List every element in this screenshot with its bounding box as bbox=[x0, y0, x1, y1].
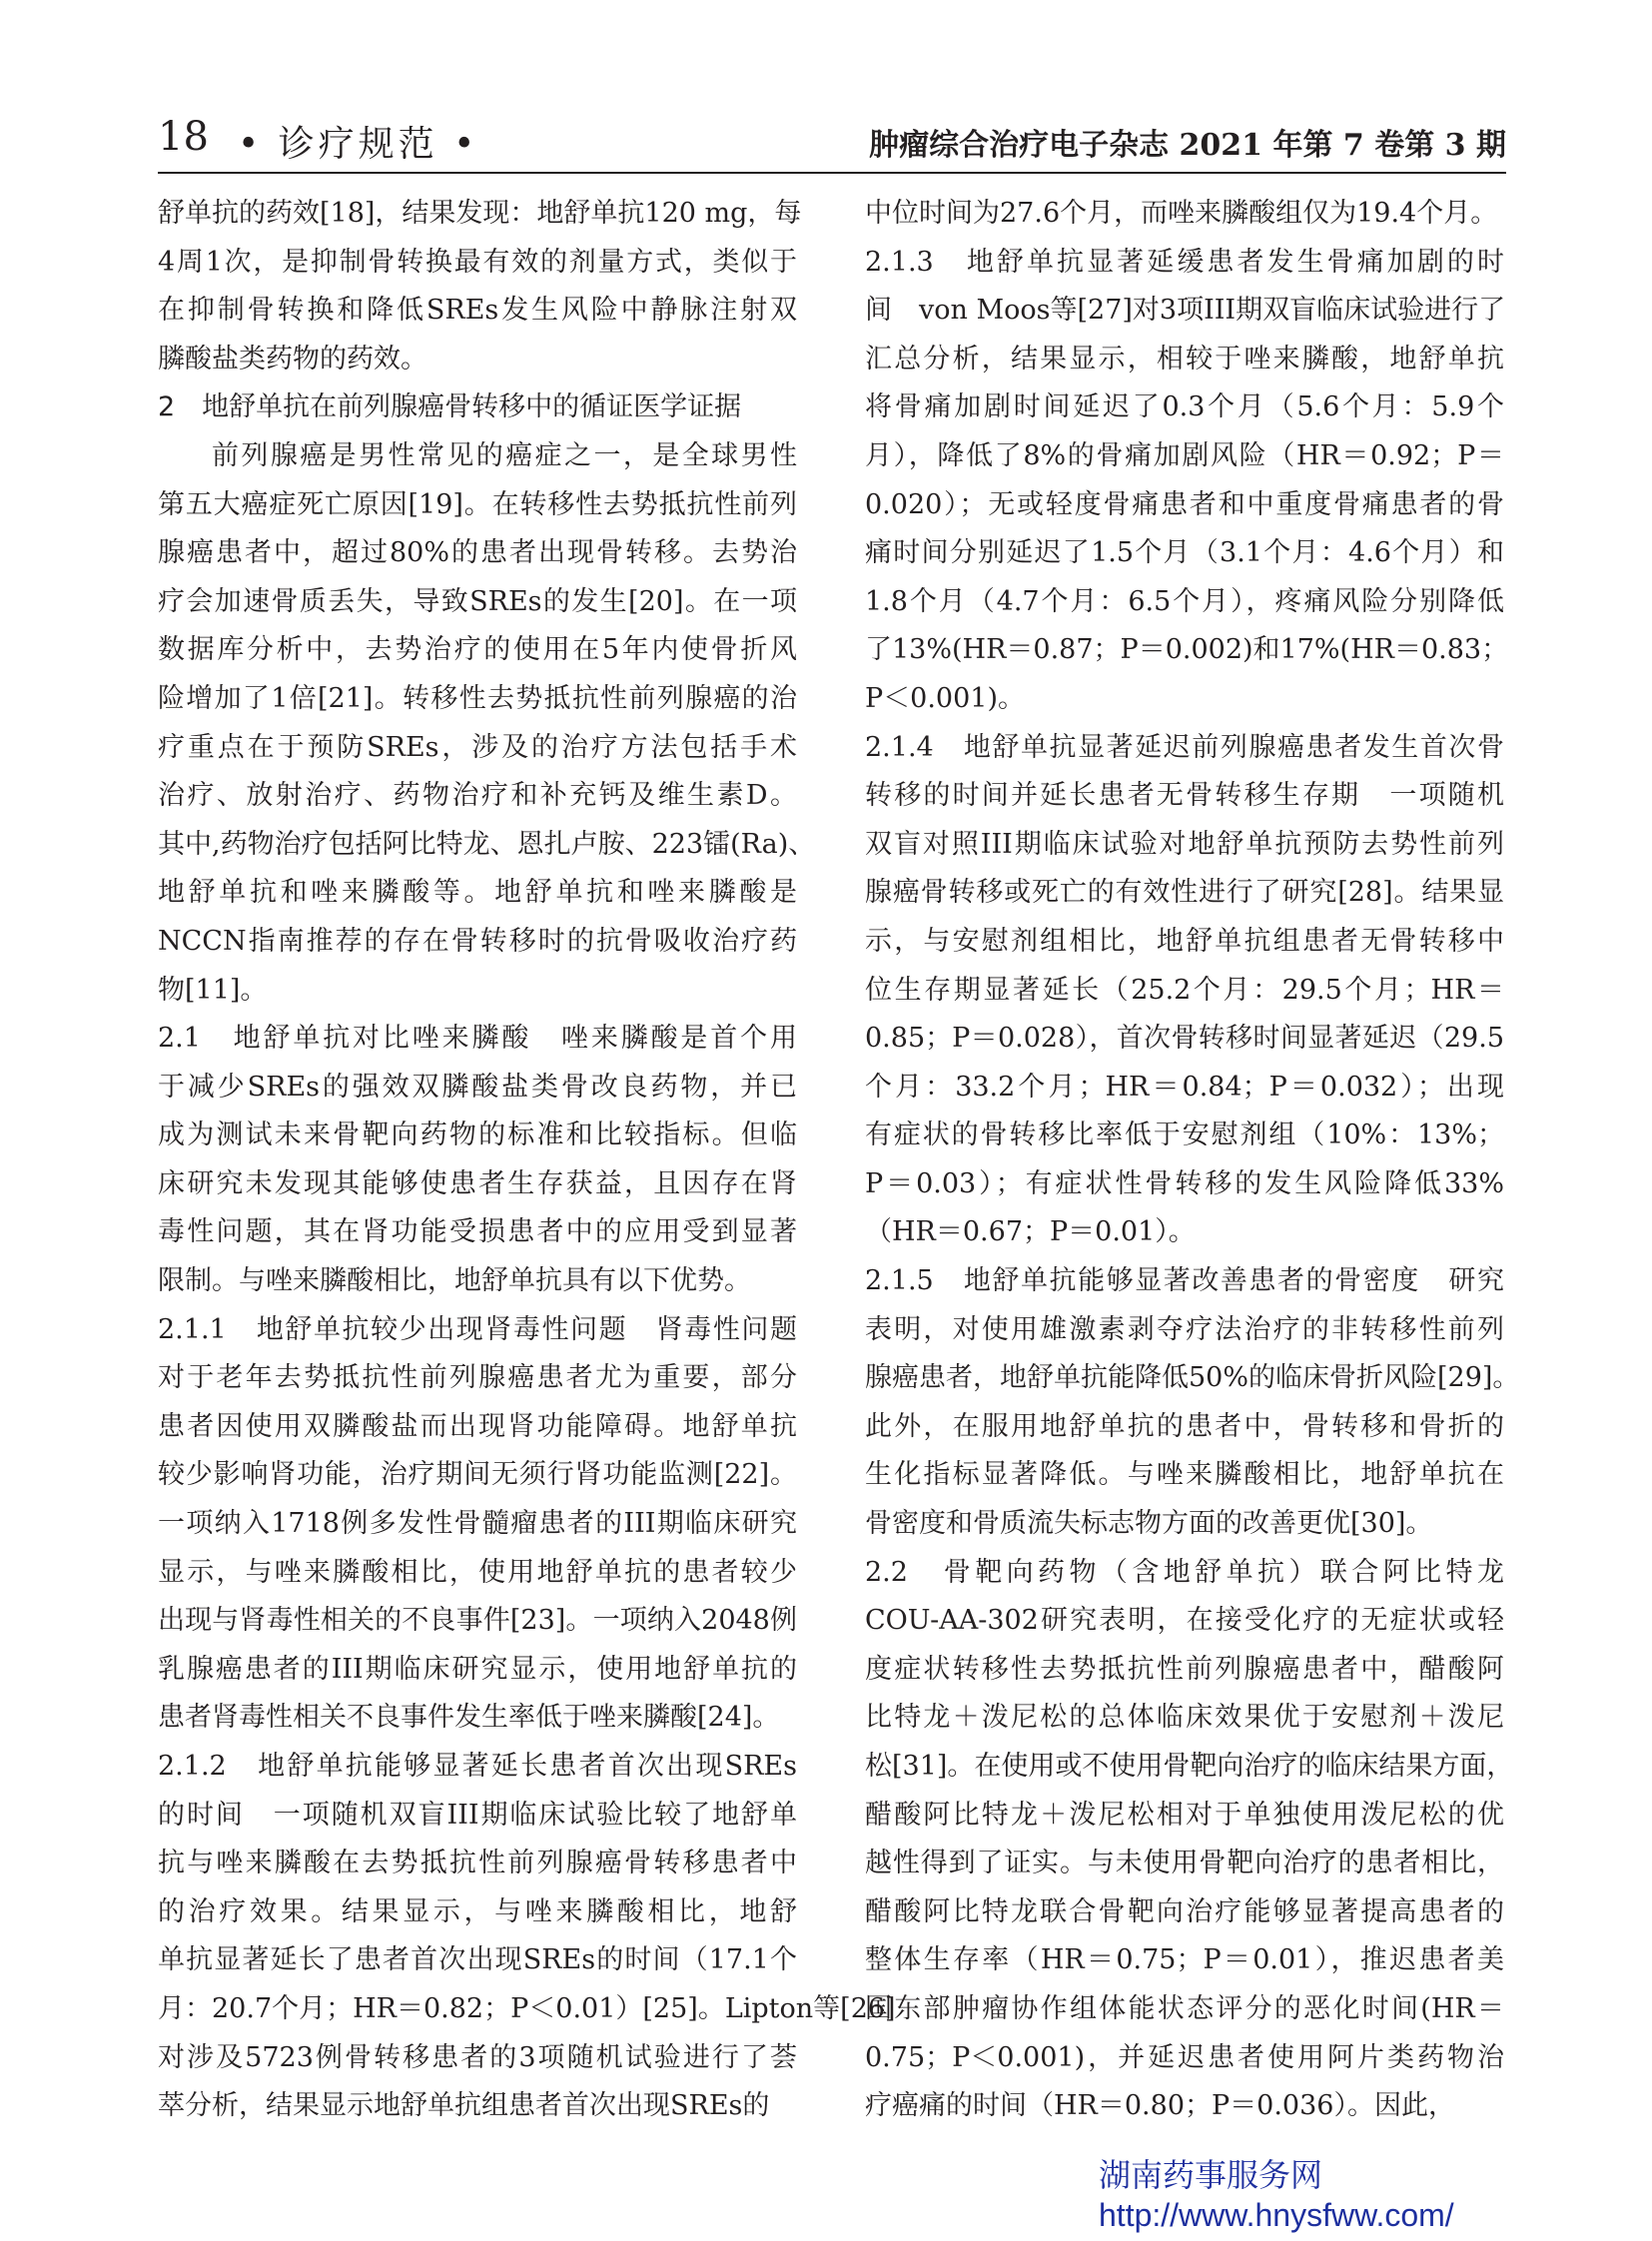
text-line: 痛时间分别延迟了1.5个月（3.1个月：4.6个月）和 bbox=[865, 537, 1504, 569]
text-line: 2 地舒单抗在前列腺癌骨转移中的循证医学证据 bbox=[158, 391, 742, 423]
text-line: 在抑制骨转换和降低SREs发生风险中静脉注射双 bbox=[158, 295, 797, 327]
text-line: 险增加了1倍[21]。转移性去势抵抗性前列腺癌的治 bbox=[158, 682, 797, 714]
text-line: 第五大癌症死亡原因[19]。在转移性去势抵抗性前列 bbox=[158, 488, 797, 520]
text-line: 个月：33.2个月；HR＝0.84；P＝0.032）；出现 bbox=[865, 1071, 1504, 1103]
text-line: 整体生存率（HR＝0.75；P＝0.01），推迟患者美 bbox=[865, 1944, 1504, 1976]
text-line: 患者因使用双膦酸盐而出现肾功能障碍。地舒单抗 bbox=[158, 1410, 797, 1442]
left-column bbox=[158, 190, 896, 2131]
text-line: 2.2 骨靶向药物（含地舒单抗）联合阿比特龙 bbox=[865, 1556, 1504, 1588]
watermark bbox=[1099, 2155, 1538, 2235]
text-line: 越性得到了证实。与未使用骨靶向治疗的患者相比， bbox=[865, 1848, 1504, 1879]
text-line: 对涉及5723例骨转移患者的3项随机试验进行了荟 bbox=[158, 2041, 797, 2073]
text-line: 0.020）；无或轻度骨痛患者和中重度骨痛患者的骨 bbox=[865, 488, 1504, 520]
text-line: 萃分析，结果显示地舒单抗组患者首次出现SREs的 bbox=[158, 2090, 770, 2122]
text-line: 舒单抗的药效[18]，结果发现：地舒单抗120 mg，每 bbox=[158, 198, 802, 229]
header-rule bbox=[158, 172, 1506, 174]
journal-title: 肿瘤综合治疗电子杂志 2021 年第 7 卷第 3 期 bbox=[869, 128, 1506, 163]
text-line: 的治疗效果。结果显示，与唑来膦酸相比，地舒 bbox=[158, 1895, 797, 1927]
text-line: 患者肾毒性相关不良事件发生率低于唑来膦酸[24]。 bbox=[158, 1702, 780, 1734]
text-line: 单抗显著延长了患者首次出现SREs的时间（17.1个 bbox=[158, 1944, 797, 1976]
text-line: 2.1 地舒单抗对比唑来膦酸 唑来膦酸是首个用 bbox=[158, 1023, 797, 1055]
text-line: 物[11]。 bbox=[158, 974, 268, 1006]
text-line: 醋酸阿比特龙＋泼尼松相对于单独使用泼尼松的优 bbox=[865, 1799, 1504, 1831]
text-line: 治疗、放射治疗、药物治疗和补充钙及维生素D。 bbox=[158, 780, 797, 812]
text-line: 膦酸盐类药物的药效。 bbox=[158, 343, 427, 374]
page-header bbox=[158, 112, 1506, 168]
text-line: 位生存期显著延长（25.2个月：29.5个月；HR＝ bbox=[865, 974, 1504, 1006]
text-line: 疗会加速骨质丢失，导致SREs的发生[20]。在一项 bbox=[158, 585, 797, 617]
text-line: 2.1.5 地舒单抗能够显著改善患者的骨密度 研究 bbox=[865, 1265, 1504, 1297]
text-line: COU-AA-302研究表明，在接受化疗的无症状或轻 bbox=[865, 1605, 1504, 1637]
text-line: 转移的时间并延长患者无骨转移生存期 一项随机 bbox=[865, 780, 1504, 812]
text-line: 此外，在服用地舒单抗的患者中，骨转移和骨折的 bbox=[865, 1410, 1504, 1442]
watermark-url[interactable]: http://www.hnysfww.com/ bbox=[1099, 2197, 1454, 2233]
text-line: 2.1.3 地舒单抗显著延缓患者发生骨痛加剧的时 bbox=[865, 246, 1504, 278]
text-line: 于减少SREs的强效双膦酸盐类骨改良药物，并已 bbox=[158, 1071, 797, 1103]
text-line: 2.1.2 地舒单抗能够显著延长患者首次出现SREs bbox=[158, 1751, 797, 1782]
text-line: 较少影响肾功能，治疗期间无须行肾功能监测[22]。 bbox=[158, 1459, 797, 1491]
text-line: 毒性问题，其在肾功能受损患者中的应用受到显著 bbox=[158, 1216, 797, 1248]
text-line: 月），降低了8%的骨痛加剧风险（HR＝0.92；P＝ bbox=[865, 439, 1504, 471]
text-line: 疗重点在于预防SREs，涉及的治疗方法包括手术 bbox=[158, 731, 797, 763]
text-line: 数据库分析中，去势治疗的使用在5年内使骨折风 bbox=[158, 634, 797, 666]
text-line: 1.8个月（4.7个月：6.5个月），疼痛风险分别降低 bbox=[865, 585, 1504, 617]
text-line: P＜0.001)。 bbox=[865, 682, 1025, 714]
text-line: 限制。与唑来膦酸相比，地舒单抗具有以下优势。 bbox=[158, 1265, 751, 1297]
text-line: 了13%(HR＝0.87；P＝0.002)和17%(HR＝0.83； bbox=[865, 634, 1509, 666]
text-line: 醋酸阿比特龙联合骨靶向治疗能够显著提高患者的 bbox=[865, 1895, 1504, 1927]
text-line: 对于老年去势抵抗性前列腺癌患者尤为重要，部分 bbox=[158, 1362, 797, 1394]
text-line: 0.85；P＝0.028），首次骨转移时间显著延迟（29.5 bbox=[865, 1023, 1504, 1055]
text-line: 疗癌痛的时间（HR＝0.80；P＝0.036）。因此， bbox=[865, 2090, 1455, 2122]
text-line: 的时间 一项随机双盲III期临床试验比较了地舒单 bbox=[158, 1799, 797, 1831]
text-line: 显示，与唑来膦酸相比，使用地舒单抗的患者较少 bbox=[158, 1556, 797, 1588]
text-line: 度症状转移性去势抵抗性前列腺癌患者中，醋酸阿 bbox=[865, 1653, 1504, 1685]
text-line: 示，与安慰剂组相比，地舒单抗组患者无骨转移中 bbox=[865, 925, 1504, 957]
text-line: 出现与肾毒性相关的不良事件[23]。一项纳入2048例 bbox=[158, 1605, 797, 1637]
text-line: P＝0.03）；有症状性骨转移的发生风险降低33% bbox=[865, 1167, 1504, 1199]
text-line: 2.1.4 地舒单抗显著延迟前列腺癌患者发生首次骨 bbox=[865, 731, 1504, 763]
text-line: 表明，对使用雄激素剥夺疗法治疗的非转移性前列 bbox=[865, 1313, 1504, 1345]
text-line: 国东部肿瘤协作组体能状态评分的恶化时间(HR＝ bbox=[865, 1992, 1504, 2024]
text-line: 生化指标显著降低。与唑来膦酸相比，地舒单抗在 bbox=[865, 1459, 1504, 1491]
watermark-name: 湖南药事服务网 bbox=[1099, 2156, 1323, 2194]
text-line: 月：20.7个月；HR＝0.82；P＜0.01）[25]。Lipton等[26] bbox=[158, 1992, 896, 2024]
text-line: 一项纳入1718例多发性骨髓瘤患者的III期临床研究 bbox=[158, 1508, 797, 1540]
text-line: 4周1次，是抑制骨转换最有效的剂量方式，类似于 bbox=[158, 246, 797, 278]
text-line: 比特龙＋泼尼松的总体临床效果优于安慰剂＋泼尼 bbox=[865, 1702, 1504, 1734]
text-line: 有症状的骨转移比率低于安慰剂组（10%：13%； bbox=[865, 1120, 1504, 1151]
text-line: 骨密度和骨质流失标志物方面的改善更优[30]。 bbox=[865, 1508, 1433, 1540]
text-line: 前列腺癌是男性常见的癌症之一，是全球男性 bbox=[212, 439, 797, 471]
text-line: 松[31]。在使用或不使用骨靶向治疗的临床结果方面， bbox=[865, 1751, 1514, 1782]
text-line: 2.1.1 地舒单抗较少出现肾毒性问题 肾毒性问题 bbox=[158, 1313, 797, 1345]
text-line: （HR＝0.67；P＝0.01）。 bbox=[865, 1216, 1196, 1248]
text-line: 汇总分析，结果显示，相较于唑来膦酸，地舒单抗 bbox=[865, 343, 1504, 374]
text-line: 成为测试未来骨靶向药物的标准和比较指标。但临 bbox=[158, 1120, 797, 1151]
text-line: 0.75；P＜0.001)，并延迟患者使用阿片类药物治 bbox=[865, 2041, 1504, 2073]
text-line: 乳腺癌患者的III期临床研究显示，使用地舒单抗的 bbox=[158, 1653, 797, 1685]
text-line: NCCN指南推荐的存在骨转移时的抗骨吸收治疗药 bbox=[158, 925, 797, 957]
text-line: 将骨痛加剧时间延迟了0.3个月（5.6个月：5.9个 bbox=[865, 391, 1504, 423]
text-line: 腺癌患者中，超过80%的患者出现骨转移。去势治 bbox=[158, 537, 797, 569]
section-label: • 诊疗规范 • bbox=[238, 124, 479, 165]
text-line: 其中,药物治疗包括阿比特龙、恩扎卢胺、223镭(Ra)、 bbox=[158, 828, 816, 860]
text-line: 抗与唑来膦酸在去势抵抗性前列腺癌骨转移患者中 bbox=[158, 1848, 797, 1879]
text-line: 双盲对照III期临床试验对地舒单抗预防去势性前列 bbox=[865, 828, 1504, 860]
text-line: 地舒单抗和唑来膦酸等。地舒单抗和唑来膦酸是 bbox=[158, 877, 797, 909]
text-line: 腺癌骨转移或死亡的有效性进行了研究[28]。结果显 bbox=[865, 877, 1504, 909]
text-line: 腺癌患者，地舒单抗能降低50%的临床骨折风险[29]。 bbox=[865, 1362, 1520, 1394]
text-line: 中位时间为27.6个月，而唑来膦酸组仅为19.4个月。 bbox=[865, 198, 1498, 229]
right-column bbox=[865, 190, 1520, 2131]
text-line: 间 von Moos等[27]对3项III期双盲临床试验进行了 bbox=[865, 295, 1506, 327]
text-line: 床研究未发现其能够使患者生存获益，且因存在肾 bbox=[158, 1167, 797, 1199]
page-number: 18 bbox=[158, 114, 209, 160]
